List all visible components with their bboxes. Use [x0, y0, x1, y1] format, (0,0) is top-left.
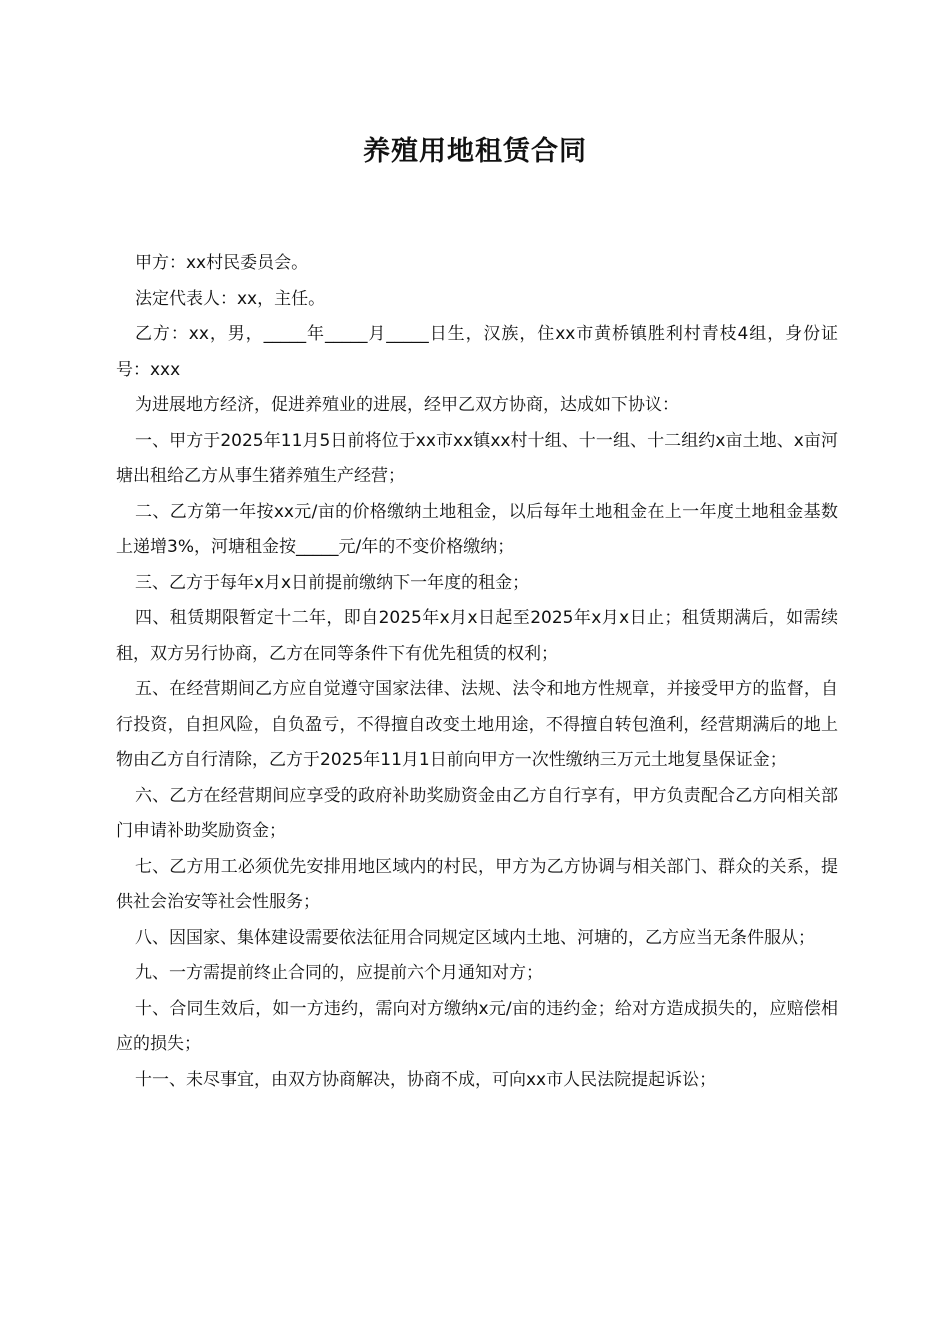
document-title: 养殖用地租赁合同 — [363, 136, 587, 167]
document-body — [116, 246, 838, 1098]
party-a-line: 甲方：xx村民委员会。 — [135, 253, 309, 273]
preamble-paragraph: 为进展地方经济，促进养殖业的进展，经甲乙双方协商，达成如下协议： — [135, 395, 679, 415]
legal-representative-line: 法定代表人：xx，主任。 — [135, 288, 326, 309]
clause-11: 十一、未尽事宜，由双方协商解决，协商不成，可向xx市人民法院提起诉讼； — [135, 1069, 717, 1090]
clause-9: 九、一方需提前终止合同的，应提前六个月通知对方； — [135, 963, 543, 983]
party-b-line: 乙方：xx，男，_____年_____月_____日生，汉族，住xx市黄桥镇胜利村青枝4组，身份证号：xxx — [116, 324, 838, 380]
clause-3: 三、乙方于每年x月x日前提前缴纳下一年度的租金； — [135, 572, 530, 593]
clause-5: 五、在经营期间乙方应自觉遵守国家法律、法规、法令和地方性规章，并接受甲方的监督，自行投资，自担风险，自负盈亏，不得擅自改变土地用途，不得擅自转包渔利，经营期满后的地上物由乙方自行清除，乙方于2025年11月1日前向甲方一次性缴纳三万元土地复垦保证金； — [116, 679, 838, 770]
clause-6: 六、乙方在经营期间应享受的政府补助奖励资金由乙方自行享有，甲方负责配合乙方向相关部门申请补助奖励资金； — [116, 785, 838, 841]
clause-8: 八、因国家、集体建设需要依法征用合同规定区域内土地、河塘的，乙方应当无条件服从； — [135, 927, 815, 948]
clause-10: 十、合同生效后，如一方违约，需向对方缴纳x元/亩的违约金；给对方造成损失的，应赔偿相应的损失； — [116, 998, 838, 1054]
clause-4: 四、租赁期限暂定十二年，即自2025年x月x日起至2025年x月x日止；租赁期满后，如需续租，双方另行协商，乙方在同等条件下有优先租赁的权利； — [116, 608, 838, 664]
clause-7: 七、乙方用工必须优先安排用地区域内的村民，甲方为乙方协调与相关部门、群众的关系，提供社会治安等社会性服务； — [116, 856, 838, 912]
clause-2: 二、乙方第一年按xx元/亩的价格缴纳土地租金，以后每年土地租金在上一年度土地租金基数上递增3%，河塘租金按_____元/年的不变价格缴纳； — [116, 501, 838, 557]
clause-1: 一、甲方于2025年11月5日前将位于xx市xx镇xx村十组、十一组、十二组约x亩土地、x亩河塘出租给乙方从事生猪养殖生产经营； — [116, 430, 838, 486]
